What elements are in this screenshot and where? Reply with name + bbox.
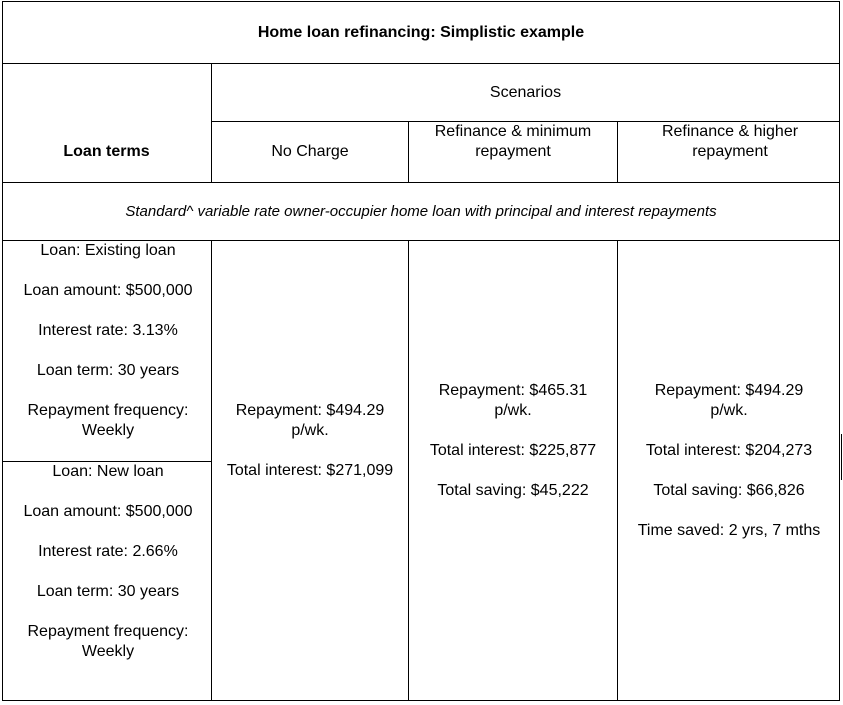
refinance-higher-header: Refinance & higher repayment — [661, 123, 799, 160]
table-border-bottom — [2, 700, 840, 701]
loan-terms-header: Loan terms — [63, 143, 150, 160]
refinance-minimum-repayment: Repayment: $465.31 p/wk. — [438, 382, 588, 419]
new-loan-frequency: Repayment frequency: Weekly — [27, 623, 189, 660]
existing-loan-amount: Loan amount: $500,000 — [23, 282, 193, 299]
refinance-minimum-total-saving: Total saving: $45,222 — [437, 482, 589, 499]
text-cursor-mark — [841, 434, 842, 480]
refinance-higher-total-saving: Total saving: $66,826 — [653, 482, 805, 499]
note-row: Standard^ variable rate owner-occupier home loan with principal and interest repayments — [125, 202, 717, 220]
new-loan-label: Loan: New loan — [52, 463, 164, 480]
table-title: Home loan refinancing: Simplistic example — [257, 23, 585, 41]
refinance-higher-results — [624, 381, 834, 551]
row-divider — [2, 240, 840, 241]
new-loan-amount: Loan amount: $500,000 — [23, 503, 193, 520]
refinance-minimum-header: Refinance & minimum repayment — [434, 123, 592, 160]
column-divider — [617, 121, 618, 183]
no-charge-total-interest: Total interest: $271,099 — [226, 462, 394, 479]
refinance-higher-total-interest: Total interest: $204,273 — [645, 442, 813, 459]
row-divider — [2, 461, 211, 462]
column-divider — [211, 240, 212, 701]
column-divider — [617, 240, 618, 701]
column-divider — [211, 63, 212, 183]
new-loan-term: Loan term: 30 years — [36, 583, 180, 600]
row-divider — [211, 121, 840, 122]
table-border-top — [2, 1, 840, 2]
row-divider — [2, 182, 840, 183]
no-charge-repayment: Repayment: $494.29 p/wk. — [235, 402, 385, 439]
refinance-minimum-results — [418, 381, 608, 511]
column-divider — [408, 121, 409, 183]
new-loan-terms — [8, 462, 208, 700]
no-charge-header: No Charge — [271, 143, 349, 160]
scenarios-header: Scenarios — [489, 84, 562, 101]
refinance-higher-repayment: Repayment: $494.29 p/wk. — [654, 382, 804, 419]
refinance-minimum-total-interest: Total interest: $225,877 — [429, 442, 597, 459]
new-loan-rate: Interest rate: 2.66% — [38, 543, 178, 560]
column-divider — [408, 240, 409, 701]
refinance-higher-time-saved: Time saved: 2 yrs, 7 mths — [637, 522, 821, 539]
table-border-left — [2, 1, 3, 701]
existing-loan-rate: Interest rate: 3.13% — [38, 322, 178, 339]
no-charge-results — [220, 401, 400, 511]
existing-loan-frequency: Repayment frequency: Weekly — [27, 402, 189, 439]
existing-loan-term: Loan term: 30 years — [36, 362, 180, 379]
existing-loan-label: Loan: Existing loan — [40, 242, 176, 259]
existing-loan-terms — [8, 241, 208, 461]
row-divider — [2, 63, 840, 64]
table-border-right — [839, 1, 840, 701]
